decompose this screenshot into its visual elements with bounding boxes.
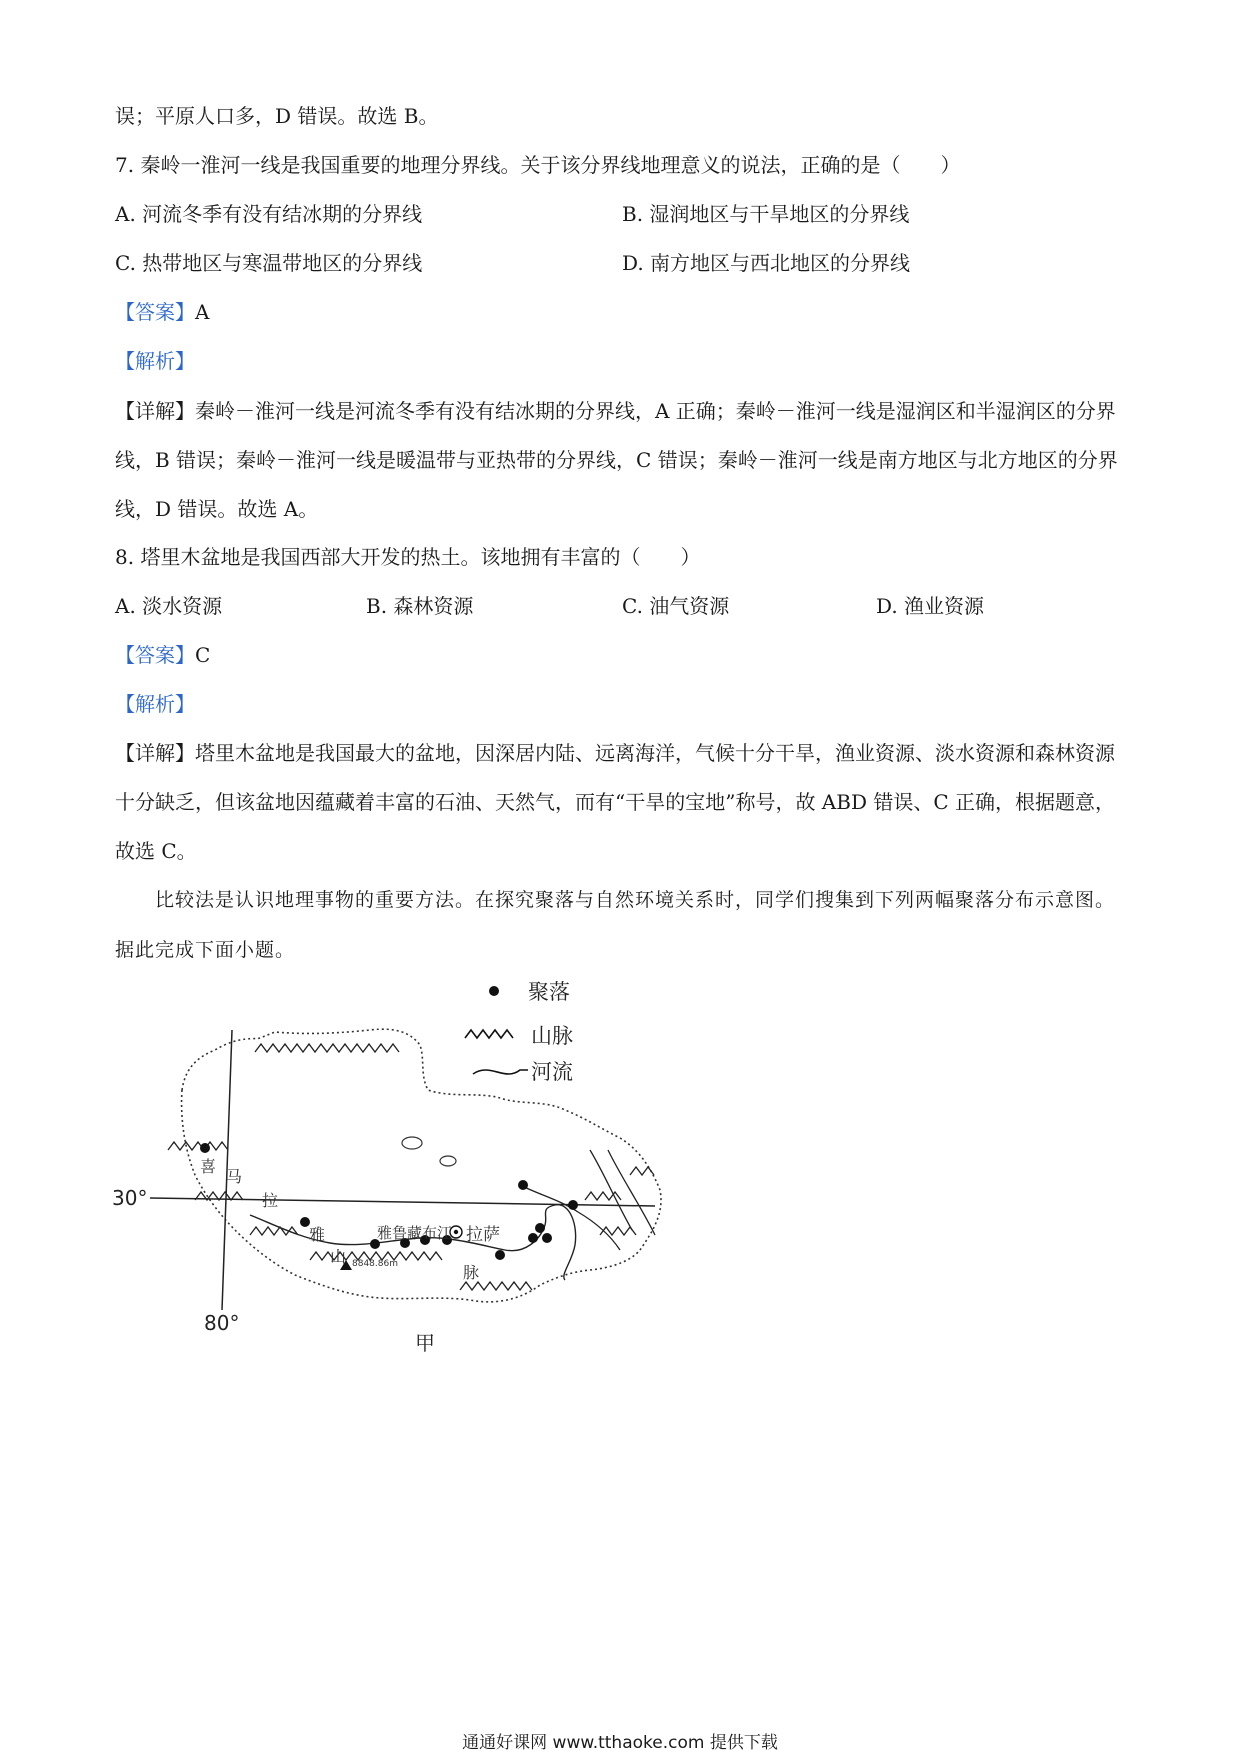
question-7-stem: 7. 秦岭一淮河一线是我国重要的地理分界线。关于该分界线地理意义的说法，正确的是（ ） [115,153,961,177]
q7-option-d: D. 南方地区与西北地区的分界线 [622,251,911,275]
lake [402,1137,422,1149]
northern-mountains [255,1044,399,1052]
q7-analysis-tag: 【解析】 [115,349,195,373]
peak-elevation-label: 8848.86m [352,1259,398,1269]
detail-tag: 【详解】 [115,399,195,423]
map-label-ma: 马 [226,1167,243,1186]
q8-option-c: C. 油气资源 [622,594,730,618]
detail-tag: 【详解】 [115,741,195,765]
map-label-shan: 山 [330,1247,347,1266]
region-boundary [182,1029,661,1302]
map-label-la: 拉 [262,1191,279,1210]
settlement-dot [535,1223,545,1233]
latitude-label: 30° [112,1186,148,1210]
q7-option-c: C. 热带地区与寒温带地区的分界线 [115,251,423,275]
settlement-dot [528,1233,538,1243]
group-intro: 比较法是认识地理事物的重要方法。在探究聚落与自然环境关系时，同学们搜集到下列两幅聚落分布示意图。据此完成下面小题。 [115,889,1116,961]
previous-answer-tail: 误；平原人口多，D 错误。故选 B。 [115,104,439,128]
answer-value: A [195,300,210,324]
eastern-mountains-3 [630,1167,654,1175]
q7-option-b: B. 湿润地区与干旱地区的分界线 [622,202,910,226]
legend-settlement-dot [489,986,499,996]
answer-tag: 【答案】 [115,300,195,324]
yarlung-tsangpo-river [250,1205,576,1280]
page-footer: 通通好课网 www.tthaoke.com 提供下载 [462,1733,778,1753]
settlement-dot [495,1250,505,1260]
map-label-mai: 脉 [463,1263,480,1282]
settlement-dot [542,1233,552,1243]
himalaya-mountains-2 [250,1227,298,1235]
answer-value: C [195,643,211,667]
lake [440,1156,456,1166]
detail-text: 秦岭－淮河一线是河流冬季有没有结冰期的分界线，A 正确；秦岭－淮河一线是湿润区和半湿润区的分界线，B 错误；秦岭－淮河一线是暖温带与亚热带的分界线，C 错误；秦岭－淮河一线是南方地区与北方地区的分界线，D 错误。故选 A。 [115,399,1118,521]
settlement-dot [518,1180,528,1190]
settlement-dot [200,1143,210,1153]
q8-analysis-tag: 【解析】 [115,692,195,716]
city-label: 拉萨 [466,1225,500,1245]
legend-mountain-icon [465,1030,513,1038]
legend-mountain-label: 山脉 [531,1024,573,1048]
settlement-dot [568,1200,578,1210]
q8-option-b: B. 森林资源 [366,594,474,618]
legend-settlement-label: 聚落 [528,980,570,1004]
capital-dot [454,1230,458,1234]
river-name-label: 雅鲁藏布江 [377,1224,453,1242]
longitude-label: 80° [204,1311,240,1335]
western-mountains [168,1142,228,1150]
answer-tag: 【答案】 [115,643,195,667]
legend-river-icon [473,1070,528,1074]
eastern-river-2 [590,1150,632,1230]
q7-option-a: A. 河流冬季有没有结冰期的分界线 [115,202,423,226]
q8-option-d: D. 渔业资源 [876,594,985,618]
map-label-xi: 喜 [200,1157,217,1176]
detail-text: 塔里木盆地是我国最大的盆地，因深居内陆、远离海洋，气候十分干旱，渔业资源、淡水资源和森林资源十分缺乏，但该盆地因蕴藏着丰富的石油、天然气，而有“干旱的宝地”称号，故 ABD 错误、C 正确，根据题意，故选 C。 [115,741,1115,863]
q8-option-a: A. 淡水资源 [115,594,223,618]
legend-river-label: 河流 [531,1060,573,1084]
himalaya-mountains-4 [460,1282,532,1290]
question-8-stem: 8. 塔里木盆地是我国西部大开发的热土。该地拥有丰富的（ ） [115,545,701,569]
map-label-ya: 雅 [309,1225,326,1244]
map-caption: 甲 [415,1331,435,1355]
